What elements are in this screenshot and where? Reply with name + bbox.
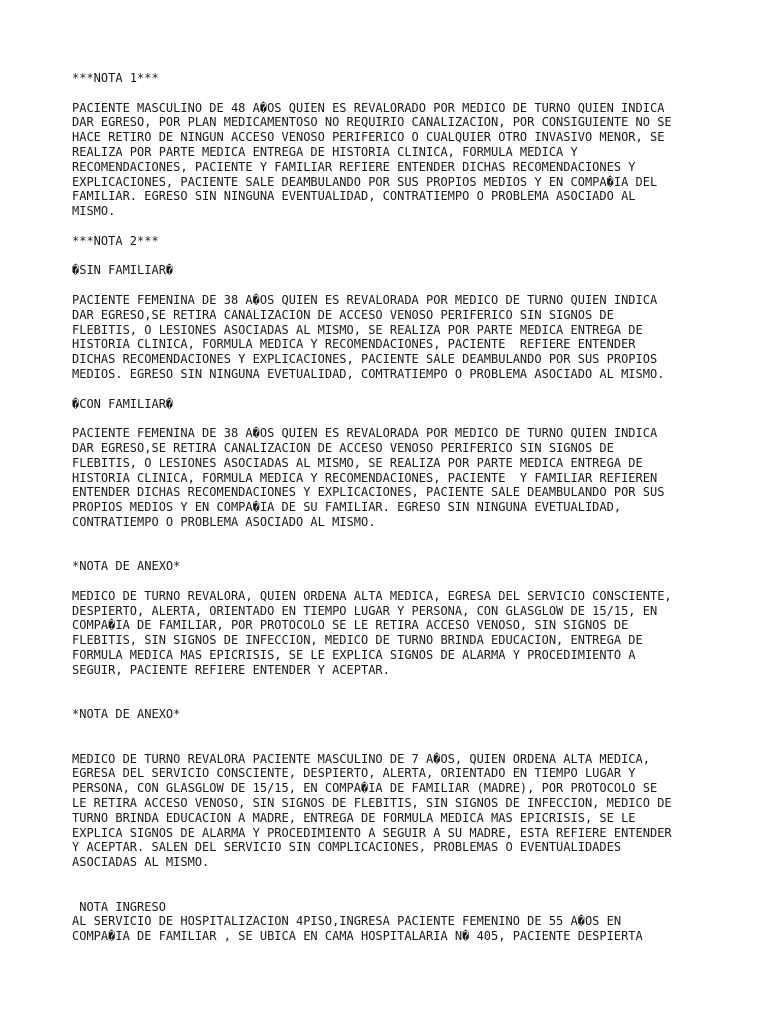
- text-line: DAR EGRESO,SE RETIRA CANALIZACION DE ACCESO VENOSO PERIFERICO SIN SIGNOS DE: [72, 440, 614, 455]
- text-line: MISMO.: [72, 204, 116, 219]
- text-line: PACIENTE FEMENINA DE 38 A�OS QUIEN ES REVALORADA POR MEDICO DE TURNO QUIEN INDICA: [72, 292, 658, 307]
- anexo-2-body: [72, 752, 712, 870]
- text-line: FLEBITIS, O LESIONES ASOCIADAS AL MISMO, SE REALIZA POR PARTE MEDICA ENTREGA DE: [72, 322, 643, 337]
- text-line: CONTRATIEMPO O PROBLEMA ASOCIADO AL MISMO.: [72, 514, 376, 529]
- text-line: MEDICO DE TURNO REVALORA PACIENTE MASCULINO DE 7 A�OS, QUIEN ORDENA ALTA MEDICA,: [72, 751, 650, 766]
- text-line: *NOTA DE ANEXO*: [72, 559, 181, 574]
- text-line: EXPLICACIONES, PACIENTE SALE DEAMBULANDO POR SUS PROPIOS MEDIOS Y EN COMPA�IA DEL: [72, 174, 658, 189]
- text-line: LE RETIRA ACCESO VENOSO, SIN SIGNOS DE FLEBITIS, SIN SIGNOS DE INFECCION, MEDICO DE: [72, 796, 672, 811]
- con-familiar-body: [72, 426, 712, 530]
- anexo-1-body: [72, 589, 712, 678]
- text-line: FLEBITIS, O LESIONES ASOCIADAS AL MISMO, SE REALIZA POR PARTE MEDICA ENTREGA DE: [72, 455, 643, 470]
- text-line: Y ACEPTAR. SALEN DEL SERVICIO SIN COMPLICACIONES, PROBLEMAS O EVENTUALIDADES: [72, 840, 622, 855]
- text-line: COMPA�IA DE FAMILIAR , SE UBICA EN CAMA HOSPITALARIA N� 405, PACIENTE DESPIERTA: [72, 929, 643, 944]
- text-line: HISTORIA CLINICA, FORMULA MEDICA Y RECOMENDACIONES, PACIENTE REFIERE ENTENDER: [72, 337, 636, 352]
- sin-familiar-heading: [72, 263, 712, 278]
- text-line: RECOMENDACIONES, PACIENTE Y FAMILIAR REFIERE ENTENDER DICHAS RECOMENDACIONES Y: [72, 159, 636, 174]
- text-line: MEDIOS. EGRESO SIN NINGUNA EVETUALIDAD, COMTRATIEMPO O PROBLEMA ASOCIADO AL MISMO.: [72, 366, 665, 381]
- nota-2-heading: [72, 234, 712, 249]
- text-line: ***NOTA 1***: [72, 71, 159, 85]
- anexo-1-heading: [72, 559, 712, 574]
- text-line: ASOCIADAS AL MISMO.: [72, 855, 210, 870]
- text-line: EGRESA DEL SERVICIO CONSCIENTE, DESPIERTO, ALERTA, ORIENTADO EN TIEMPO LUGAR Y: [72, 766, 636, 781]
- text-line: DICHAS RECOMENDACIONES Y EXPLICACIONES, PACIENTE SALE DEAMBULANDO POR SUS PROPIOS: [72, 352, 658, 367]
- con-familiar-heading: [72, 397, 712, 412]
- nota-1-body: [72, 101, 712, 219]
- text-line: FAMILIAR. EGRESO SIN NINGUNA EVENTUALIDAD, CONTRATIEMPO O PROBLEMA ASOCIADO AL: [72, 189, 636, 204]
- text-line: FORMULA MEDICA MAS EPICRISIS, SE LE EXPLICA SIGNOS DE ALARMA Y PROCEDIMIENTO A: [72, 648, 636, 663]
- text-line: DAR EGRESO, POR PLAN MEDICAMENTOSO NO REQUIRIO CANALIZACION, POR CONSIGUIENTE NO SE: [72, 115, 672, 130]
- text-line: DAR EGRESO,SE RETIRA CANALIZACION DE ACCESO VENOSO PERIFERICO SIN SIGNOS DE: [72, 307, 614, 322]
- text-line: TURNO BRINDA EDUCACION A MADRE, ENTREGA DE FORMULA MEDICA MAS EPICRISIS, SE LE: [72, 810, 636, 825]
- text-line: DESPIERTO, ALERTA, ORIENTADO EN TIEMPO LUGAR Y PERSONA, CON GLASGLOW DE 15/15, EN: [72, 603, 658, 618]
- text-line: EXPLICA SIGNOS DE ALARMA Y PROCEDIMIENTO A SEGUIR A SU MADRE, ESTA REFIERE ENTENDER: [72, 825, 672, 840]
- text-line: COMPA�IA DE FAMILIAR, POR PROTOCOLO SE LE RETIRA ACCESO VENOSO, SIN SIGNOS DE: [72, 618, 629, 633]
- text-line: AL SERVICIO DE HOSPITALIZACION 4PISO,INGRESA PACIENTE FEMENINO DE 55 A�OS EN: [72, 914, 622, 929]
- text-line: FLEBITIS, SIN SIGNOS DE INFECCION, MEDICO DE TURNO BRINDA EDUCACION, ENTREGA DE: [72, 633, 643, 648]
- text-line: ***NOTA 2***: [72, 233, 159, 248]
- text-line: *NOTA DE ANEXO*: [72, 707, 181, 722]
- text-line: PACIENTE FEMENINA DE 38 A�OS QUIEN ES REVALORADA POR MEDICO DE TURNO QUIEN INDICA: [72, 426, 658, 441]
- text-line: PROPIOS MEDIOS Y EN COMPA�IA DE SU FAMILIAR. EGRESO SIN NINGUNA EVETUALIDAD,: [72, 500, 622, 515]
- text-line: PACIENTE MASCULINO DE 48 A�OS QUIEN ES REVALORADO POR MEDICO DE TURNO QUIEN INDICA: [72, 100, 665, 115]
- text-line: SEGUIR, PACIENTE REFIERE ENTENDER Y ACEPTAR.: [72, 662, 390, 677]
- text-line: HACE RETIRO DE NINGUN ACCESO VENOSO PERIFERICO O CUALQUIER OTRO INVASIVO MENOR, SE: [72, 130, 665, 145]
- text-line: �CON FAMILIAR�: [72, 396, 174, 411]
- text-line: HISTORIA CLINICA, FORMULA MEDICA Y RECOMENDACIONES, PACIENTE Y FAMILIAR REFIEREN: [72, 470, 658, 485]
- sin-familiar-body: [72, 293, 712, 382]
- nota-1-heading: [72, 71, 712, 86]
- text-line: PERSONA, CON GLASGLOW DE 15/15, EN COMPA�IA DE FAMILIAR (MADRE), POR PROTOCOLO SE: [72, 781, 658, 796]
- text-line: NOTA INGRESO: [72, 899, 166, 914]
- text-line: �SIN FAMILIAR�: [72, 263, 174, 278]
- anexo-2-heading: [72, 707, 712, 722]
- nota-ingreso: [72, 900, 712, 944]
- text-line: REALIZA POR PARTE MEDICA ENTREGA DE HISTORIA CLINICA, FORMULA MEDICA Y: [72, 144, 578, 159]
- document-text: [72, 71, 712, 944]
- text-line: MEDICO DE TURNO REVALORA, QUIEN ORDENA ALTA MEDICA, EGRESA DEL SERVICIO CONSCIENTE,: [72, 588, 672, 603]
- text-line: ENTENDER DICHAS RECOMENDACIONES Y EXPLICACIONES, PACIENTE SALE DEAMBULANDO POR SUS: [72, 485, 665, 500]
